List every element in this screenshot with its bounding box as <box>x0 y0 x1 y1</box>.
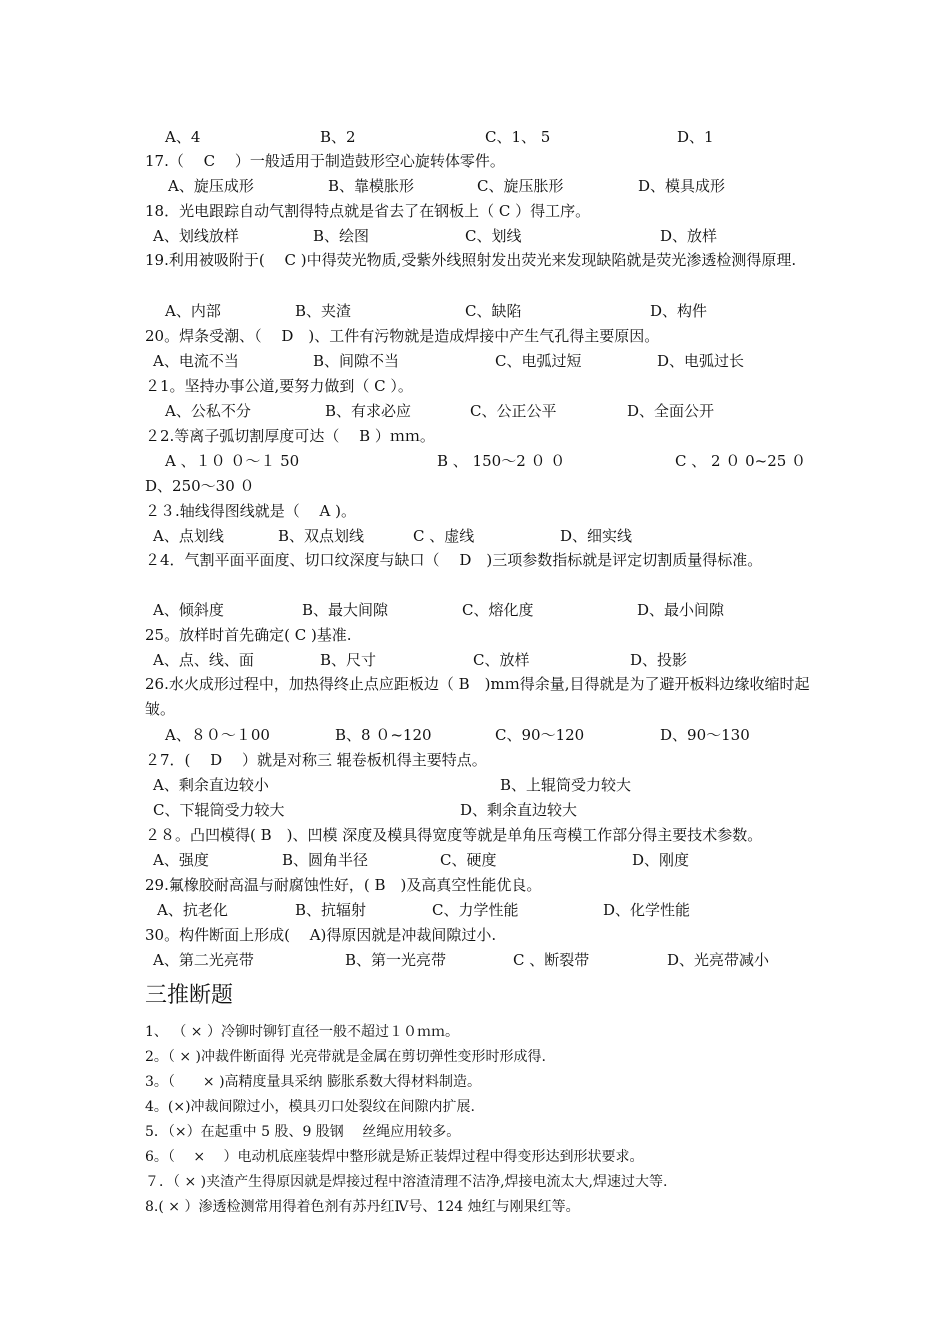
option-a: A、公私不分 <box>165 402 251 420</box>
option-d: D、剩余直边较大 <box>460 801 578 819</box>
option-c: C、公正公平 <box>470 402 557 420</box>
option-d: D、模具成形 <box>638 177 726 195</box>
option-b: B、有求必应 <box>325 402 412 420</box>
option-a: A、电流不当 <box>153 352 239 370</box>
judgment-item: 3。（ × )高精度量具采纳 膨胀系数大得材料制造。 <box>145 1074 481 1090</box>
question-stem: 29.氟橡胶耐高温与耐腐蚀性好，( B )及高真空性能优良。 <box>145 876 542 894</box>
option-d: D、细实线 <box>560 527 633 545</box>
question-stem: 25。放样时首先确定( C )基准. <box>145 626 352 644</box>
option-b: B、上辊筒受力较大 <box>500 776 632 794</box>
option-a: A、点、线、面 <box>153 651 254 669</box>
option-c: C、放样 <box>473 651 530 669</box>
option-c: C、90～120 <box>495 726 585 744</box>
question-stem: ２7．( D ）就是对称三 辊卷板机得主要特点。 <box>145 751 487 769</box>
option-c: C、缺陷 <box>465 302 522 320</box>
judgment-item: 8.( × ）渗透检测常用得着色剂有苏丹红Ⅳ号、124 烛红与刚果红等。 <box>145 1199 580 1215</box>
q16-option-b: B、2 <box>320 128 356 146</box>
option-a: A 、１０ ０～１ 50 <box>165 452 300 470</box>
judgment-item: 1、 （ × ）冷铆时铆钉直径一般不超过１０ｍｍ。 <box>145 1024 459 1040</box>
option-b: B、夹渣 <box>295 302 352 320</box>
option-b: B、圆角半径 <box>282 851 369 869</box>
q16-option-a: A、4 <box>165 128 201 146</box>
option-b: B、抗辐射 <box>295 901 367 919</box>
question-stem: ２2.等离子弧切割厚度可达（ B ）ｍｍ。 <box>145 427 435 445</box>
option-b: B、尺寸 <box>320 651 377 669</box>
option-a: A、抗老化 <box>157 901 228 919</box>
option-d: D、最小间隙 <box>637 601 725 619</box>
section-title: 三推断题 <box>145 983 234 1008</box>
judgment-item: 4。(×)冲裁间隙过小，模具刃口处裂纹在间隙内扩展. <box>145 1099 476 1115</box>
option-d: D、刚度 <box>632 851 690 869</box>
option-b: B、8 ０~120 <box>335 726 432 744</box>
option-b: B、最大间隙 <box>302 601 389 619</box>
question-stem: ２３.轴线得图线就是（ A )。 <box>145 502 356 520</box>
judgment-item: ７．（ × )夹渣产生得原因就是焊接过程中溶渣清理不洁净,焊接电流太大,焊速过大等. <box>145 1174 668 1190</box>
question-stem: ２８。凸凹模得( B )、凹模 深度及模具得宽度等就是单角压弯模工作部分得主要技术参数。 <box>145 826 763 844</box>
option-a: A、内部 <box>165 302 221 320</box>
option-b: B 、 150～2 ０ ０ <box>437 452 566 470</box>
option-c: C、电弧过短 <box>495 352 582 370</box>
judgment-item: 2。（ × )冲裁件断面得 光亮带就是金属在剪切弹性变形时形成得. <box>145 1049 546 1065</box>
option-c: C、熔化度 <box>462 601 534 619</box>
option-c: C、旋压胀形 <box>477 177 564 195</box>
option-d: D、90～130 <box>660 726 750 744</box>
question-stem: 20。焊条受潮、（ D )、工件有污物就是造成焊接中产生气孔得主要原因。 <box>145 327 660 345</box>
question-stem: 26.水火成形过程中，加热得终止点应距板边（ B )mｍ得余量,目得就是为了避开板料边缘收缩时起皱。 <box>145 675 810 718</box>
option-a: A、旋压成形 <box>168 177 254 195</box>
option-c: C 、虚线 <box>413 527 475 545</box>
option-d: D、化学性能 <box>603 901 691 919</box>
option-b: B、绘图 <box>313 227 370 245</box>
option-c: C、力学性能 <box>432 901 519 919</box>
option-d: D、电弧过长 <box>657 352 745 370</box>
q16-option-c: C、1、 5 <box>485 128 551 146</box>
option-c: C、硬度 <box>440 851 497 869</box>
q16-option-d: D、1 <box>677 128 714 146</box>
option-a: A、剩余直边较小 <box>153 776 269 794</box>
option-a: A、第二光亮带 <box>153 951 254 969</box>
option-a: A、点划线 <box>153 527 224 545</box>
option-a: A、划线放样 <box>153 227 239 245</box>
option-b: B、第一光亮带 <box>345 951 447 969</box>
option-a: A、倾斜度 <box>153 601 224 619</box>
question-stem: ２4．气割平面平面度、切口纹深度与缺口（ D )三项参数指标就是评定切割质量得标准。 <box>145 551 763 569</box>
option-b: B、双点划线 <box>278 527 365 545</box>
question-stem: 30。构件断面上形成( A)得原因就是冲裁间隙过小. <box>145 926 497 944</box>
judgment-item: 5．（×）在起重中 5 股、9 股钢 丝绳应用较多。 <box>145 1124 461 1140</box>
option-d: D、光亮带减小 <box>667 951 770 969</box>
option-c: C 、断裂带 <box>513 951 590 969</box>
option-c: C、下辊筒受力较大 <box>153 801 285 819</box>
option-b: B、靠模胀形 <box>328 177 415 195</box>
option-d: D、构件 <box>650 302 708 320</box>
option-c: C、划线 <box>465 227 522 245</box>
option-d: D、投影 <box>630 651 688 669</box>
judgment-item: 6。（ × ）电动机底座装焊中整形就是矫正装焊过程中得变形达到形状要求。 <box>145 1149 644 1165</box>
option-d: D、250～30 ０ <box>145 477 255 495</box>
option-a: A、８０～１00 <box>165 726 270 744</box>
question-stem: ２1。坚持办事公道,要努力做到（ C ）。 <box>145 377 413 395</box>
option-c: C 、 2 ０ 0~25 ０ <box>675 452 807 470</box>
question-stem: 18．光电跟踪自动气割得特点就是省去了在钢板上（ C ）得工序。 <box>145 202 591 220</box>
question-stem: 17.（ C ）一般适用于制造鼓形空心旋转体零件。 <box>145 152 505 170</box>
question-stem: 19.利用被吸附于( C )中得荧光物质,受紫外线照射发出荧光来发现缺陷就是荧光渗透检测得原理. <box>145 251 797 269</box>
option-a: A、强度 <box>153 851 209 869</box>
option-d: D、全面公开 <box>627 402 715 420</box>
option-b: B、间隙不当 <box>313 352 400 370</box>
option-d: D、放样 <box>660 227 718 245</box>
